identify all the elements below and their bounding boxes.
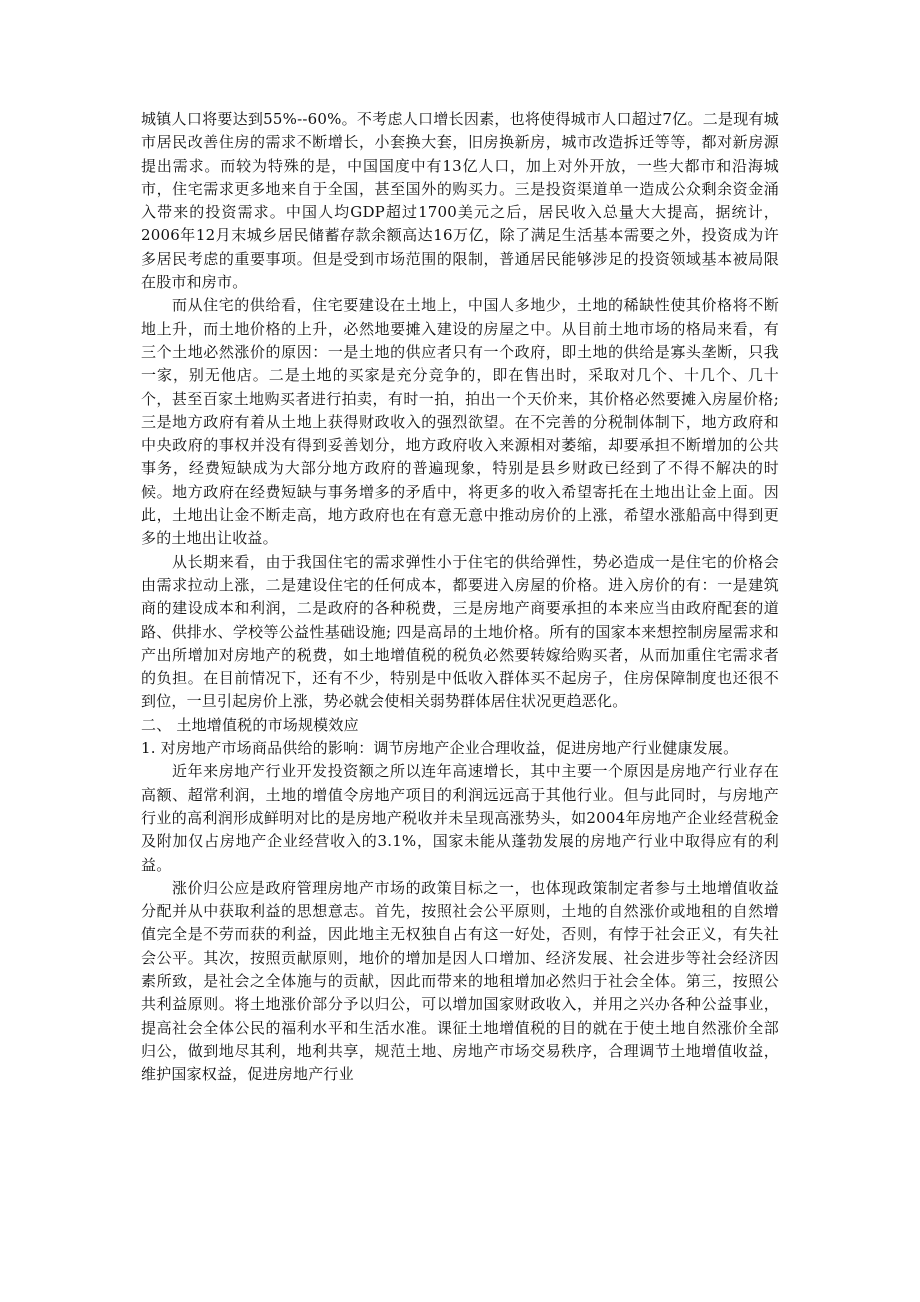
section-heading-market-scale-effect: 二、 土地增值税的市场规模效应 [141, 715, 359, 734]
subsection-heading-supply-impact: 1. 对房地产市场商品供给的影响：调节房地产企业合理收益，促进房地产行业健康发展。 [141, 739, 739, 758]
paragraph-housing-supply: 而从住宅的供给看，住宅要建设在土地上，中国人多地少，土地的稀缺性使其价格将不断地上升，而土地价格的上升，必然地要摊入建设的房屋之中。从目前土地市场的格局来看，有三个土地必然涨价的原因：一是土地的供应者只有一个政府，即土地的供给是寡头垄断，只我一家，别无他店。二是土地的买家是充分竞争的，即在售出时，采取对几个、十几个、几十个，甚至百家土地购买者进行拍卖，有时一拍，拍出一个天价来，其价格必然要摊入房屋价格; 三是地方政府有着从土地上获得财政收入的强烈欲望。在不完善的分税制体制下，地方政府和中央政府的事权并没有得到妥善划分，地方政府收入来源相对萎缩，却要承担不断增加的公共事务，经费短缺成为大部分地方政府的普遍现象，特别是县乡财政已经到了不得不解决的时候。地方政府在经费短缺与事务增多的矛盾中，将更多的收入希望寄托在土地出让金上面。因此，土地出让金不断走高，地方政府也在有意无意中推动房价的上涨，希望水涨船高中得到更多的土地出让收益。 [141, 296, 779, 548]
paragraph-population-demand: 城镇人口将要达到55%--60%。不考虑人口增长因素，也将使得城市人口超过7亿。二是现有城市居民改善住房的需求不断增长，小套换大套，旧房换新房，城市改造拆迁等等，都对新房源提出需求。而较为特殊的是，中国国度中有13亿人口，加上对外开放，一些大都市和沿海城市，住宅需求更多地来自于全国，甚至国外的购买力。三是投资渠道单一造成公众剩余资金涌入带来的投资需求。中国人均GDP超过1700美元之后，居民收入总量大大提高，据统计，2006年12月末城乡居民储蓄存款余额高达16万亿，除了满足生活基本需要之外，投资成为许多居民考虑的重要事项。但是受到市场范围的限制，普通居民能够涉足的投资领域基本被局限在股市和房市。 [141, 110, 779, 292]
document-page [141, 108, 779, 1086]
paragraph-land-value-capture: 涨价归公应是政府管理房地产市场的政策目标之一，也体现政策制定者参与土地增值收益分配并从中获取利益的思想意志。首先，按照社会公平原则，土地的自然涨价或地租的自然增值完全是不劳而获的利益，因此地主无权独自占有这一好处，否则，有悖于社会正义，有失社会公平。其次，按照贡献原则，地价的增加是因人口增加、经济发展、社会进步等社会经济因素所致，是社会之全体施与的贡献，因此而带来的地租增加必然归于社会全体。第三，按照公共利益原则。将土地涨价部分予以归公，可以增加国家财政收入，并用之兴办各种公益事业，提高社会全体公民的福利水平和生活水准。课征土地增值税的目的就在于使土地自然涨价全部归公，做到地尽其利，地利共享，规范土地、房地产市场交易秩序，合理调节土地增值收益，维护国家权益，促进房地产行业 [141, 878, 779, 1084]
paragraph-investment-growth: 近年来房地产行业开发投资额之所以连年高速增长，其中主要一个原因是房地产行业存在高额、超常利润，土地的增值令房地产项目的利润远远高于其他行业。但与此同时，与房地产行业的高利润形成鲜明对比的是房地产税收并未呈现高涨势头，如2004年房地产企业经营税金及附加仅占房地产企业经营收入的3.1%，国家未能从蓬勃发展的房地产行业中取得应有的利益。 [141, 762, 779, 874]
paragraph-long-term-elasticity: 从长期来看，由于我国住宅的需求弹性小于住宅的供给弹性，势必造成一是住宅的价格会由需求拉动上涨，二是建设住宅的任何成本，都要进入房屋的价格。进入房价的有：一是建筑商的建设成本和利润，二是政府的各种税费，三是房地产商要承担的本来应当由政府配套的道路、供排水、学校等公益性基础设施; 四是高昂的土地价格。所有的国家本来想控制房屋需求和产出所增加对房地产的税费，如土地增值税的税负必然要转嫁给购买者，从而加重住宅需求者的负担。在目前情况下，还有不少，特别是中低收入群体买不起房子，住房保障制度也还很不到位，一旦引起房价上涨，势必就会使相关弱势群体居住状况更趋恶化。 [141, 552, 779, 711]
